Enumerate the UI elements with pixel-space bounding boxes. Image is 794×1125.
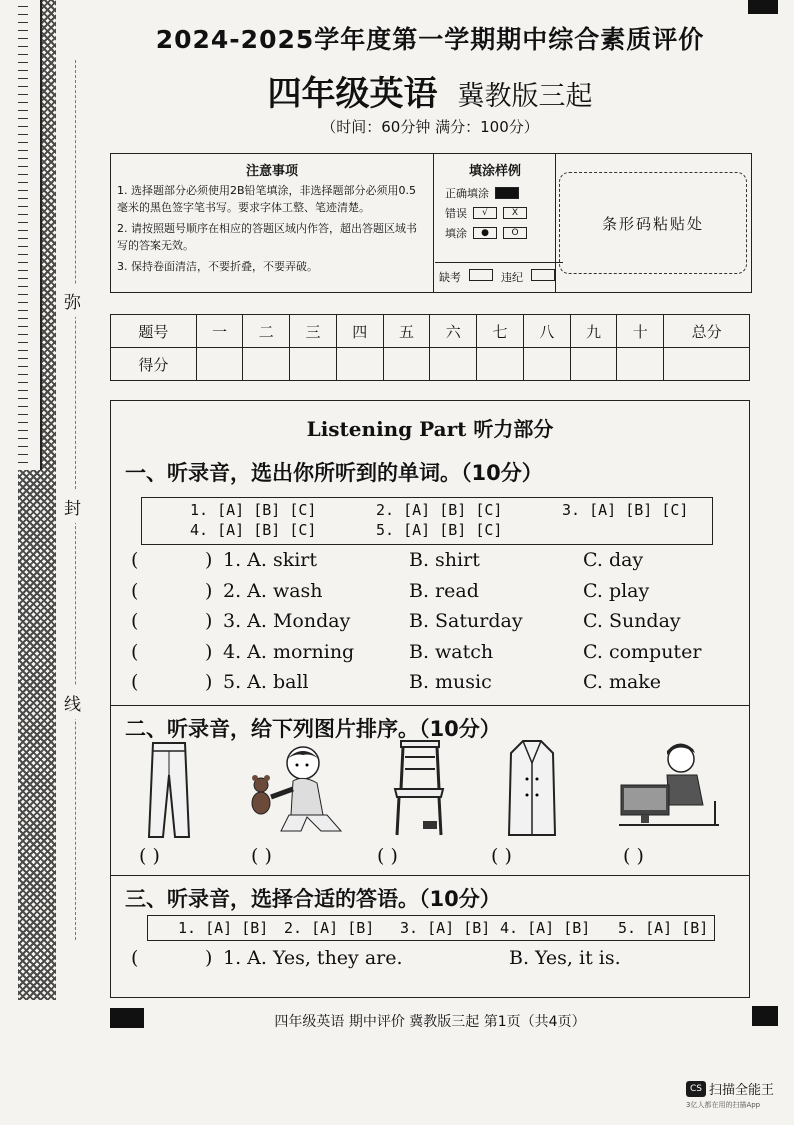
wrong-mark-check: √ xyxy=(473,207,497,219)
picture-blank-5[interactable]: ( ) xyxy=(623,845,644,867)
option-a: 5. A. ball xyxy=(223,671,309,693)
ruler-tick xyxy=(18,390,28,391)
q-paren-open[interactable]: ( xyxy=(131,640,139,663)
option-a: 3. A. Monday xyxy=(223,610,351,632)
q-paren-open[interactable]: ( xyxy=(131,549,139,571)
ruler-tick xyxy=(18,310,28,311)
notice-column xyxy=(111,154,434,292)
score-header-cell: 八 xyxy=(523,315,570,348)
section-1-question-2 xyxy=(131,580,731,608)
option-b: B. Saturday xyxy=(409,610,523,632)
score-cell[interactable] xyxy=(430,348,477,381)
subject-main: 四年级英语 xyxy=(267,74,438,114)
q-paren-close: ) xyxy=(205,579,213,602)
section-1-question-3 xyxy=(131,610,731,638)
ruler-tick xyxy=(18,414,28,415)
section-1-heading: 一、听录音，选出你所听到的单词。（10分） xyxy=(125,461,543,485)
barcode-area: 条形码粘贴处 xyxy=(559,172,747,274)
score-header-cell: 九 xyxy=(570,315,617,348)
ruler-tick xyxy=(18,374,28,375)
q-paren-open[interactable]: ( xyxy=(131,610,139,632)
option-c: C. day xyxy=(583,549,644,571)
ruler-tick xyxy=(18,182,28,183)
q-paren-close: ) xyxy=(205,549,213,571)
ruler-tick xyxy=(18,294,28,295)
picture-blank-4[interactable]: ( ) xyxy=(491,845,512,867)
exam-title: 2024-2025学年度第一学期期中综合素质评价 xyxy=(155,25,705,54)
option-a: 2. A. wash xyxy=(223,579,323,602)
ruler-tick xyxy=(18,238,28,239)
section-3-heading: 三、听录音，选择合适的答语。（10分） xyxy=(125,887,501,911)
page-footer: 四年级英语 期中评价 冀教版三起 第1页（共4页） xyxy=(274,1014,586,1030)
score-cell[interactable] xyxy=(383,348,430,381)
ruler-tick xyxy=(18,334,28,335)
wrong-fill-label-1: 错误 xyxy=(445,207,467,220)
ruler-tick xyxy=(18,142,28,143)
ruler-tick xyxy=(18,166,28,167)
seal-char-xian: 线 xyxy=(64,686,81,719)
absent-box[interactable] xyxy=(469,269,493,281)
notice-box xyxy=(110,153,752,293)
answer-option-3[interactable]: 3. [A] [B] [C] xyxy=(562,501,689,519)
ruler-tick xyxy=(18,150,28,151)
scanner-watermark xyxy=(686,1078,774,1110)
answer-pair-1[interactable]: 1. [A] [B] xyxy=(178,919,269,937)
fill-sample-title: 填涂样例 xyxy=(468,164,521,179)
ruler-tick xyxy=(18,358,28,359)
score-cell[interactable] xyxy=(570,348,617,381)
ruler-tick xyxy=(18,286,28,287)
chair-picture xyxy=(391,739,447,837)
ruler-tick xyxy=(18,342,28,343)
ruler-tick xyxy=(18,462,28,463)
section-1-answer-sheet xyxy=(141,497,713,545)
correct-fill-box xyxy=(495,187,519,199)
wrong-mark-dot: ● xyxy=(473,227,497,239)
wrong-fill-label-2: 填涂 xyxy=(445,227,467,240)
subject-title xyxy=(0,66,794,115)
man-at-computer-picture xyxy=(619,741,721,833)
score-table xyxy=(110,314,750,381)
notice-item-2: 2. 请按照题号顺序在相应的答题区域内作答，超出答题区域书写的答案无效。 xyxy=(117,222,417,252)
option-a: 4. A. morning xyxy=(223,640,355,663)
q-paren-close: ) xyxy=(205,947,213,969)
ruler-tick xyxy=(18,318,28,319)
ruler-tick xyxy=(18,446,28,447)
ruler-tick xyxy=(18,62,28,63)
option-c: C. Sunday xyxy=(583,610,681,632)
answer-pair-3[interactable]: 3. [A] [B] xyxy=(400,919,491,937)
q-paren-open[interactable]: ( xyxy=(131,947,139,969)
score-cell[interactable] xyxy=(664,348,750,381)
option-b: B. watch xyxy=(409,640,494,663)
ruler-tick xyxy=(18,430,28,431)
score-header-cell: 十 xyxy=(617,315,664,348)
subject-edition: 冀教版三起 xyxy=(457,81,593,112)
picture-blank-3[interactable]: ( ) xyxy=(377,845,398,867)
ruler-tick xyxy=(18,254,28,255)
time-score-info: （时间：60分钟 满分：100分） xyxy=(321,118,539,136)
section-divider-2 xyxy=(111,875,749,876)
score-header-cell: 总分 xyxy=(664,315,750,348)
absent-label: 缺考 xyxy=(439,271,461,284)
score-cell[interactable] xyxy=(477,348,524,381)
ruler-tick xyxy=(18,198,28,199)
ruler-tick xyxy=(18,262,28,263)
notice-title: 注意事项 xyxy=(245,164,298,179)
section-1-question-5 xyxy=(131,671,731,699)
section-divider-1 xyxy=(111,705,749,706)
score-cell[interactable] xyxy=(290,348,337,381)
ruler-tick xyxy=(18,398,28,399)
option-b: B. read xyxy=(409,579,479,602)
section-1-question-1 xyxy=(131,549,731,577)
score-row-label: 得分 xyxy=(111,348,197,381)
score-header-cell: 七 xyxy=(477,315,524,348)
section-2-heading: 二、听录音，给下列图片排序。（10分） xyxy=(125,717,501,741)
answer-option-5[interactable]: 5. [A] [B] [C] xyxy=(376,521,503,539)
ruler-tick xyxy=(18,190,28,191)
option-c: C. make xyxy=(583,671,662,693)
ruler-tick xyxy=(18,174,28,175)
section-1-question-4 xyxy=(131,641,731,669)
ruler-tick xyxy=(18,326,28,327)
ruler-tick xyxy=(18,438,28,439)
score-cell[interactable] xyxy=(196,348,243,381)
ruler-tick xyxy=(18,454,28,455)
ruler-tick xyxy=(18,422,28,423)
ruler-tick xyxy=(18,246,28,247)
ruler-tick xyxy=(18,222,28,223)
ruler-tick xyxy=(18,350,28,351)
score-header-cell: 三 xyxy=(290,315,337,348)
score-cell[interactable] xyxy=(336,348,383,381)
score-cell[interactable] xyxy=(523,348,570,381)
correct-fill-row xyxy=(445,185,545,201)
seal-char-feng: 封 xyxy=(64,490,81,523)
ruler-tick xyxy=(18,406,28,407)
ruler-tick xyxy=(18,270,28,271)
q-paren-close: ) xyxy=(205,640,213,663)
wrong-fill-row-1 xyxy=(445,205,545,221)
answer-pair-5[interactable]: 5. [A] [B] xyxy=(618,919,709,937)
score-header-cell: 题号 xyxy=(111,315,197,348)
q-paren-close: ) xyxy=(205,610,213,632)
answer-pair-2[interactable]: 2. [A] [B] xyxy=(284,919,375,937)
score-cell[interactable] xyxy=(243,348,290,381)
section-3-question-1 xyxy=(131,947,731,975)
listening-frame xyxy=(110,400,750,998)
section-3-answer-sheet xyxy=(147,915,715,941)
seal-char-mi: 弥 xyxy=(64,284,81,317)
boy-with-teddy-bear-picture xyxy=(241,745,351,835)
listening-title: Listening Part 听力部分 xyxy=(306,417,554,441)
option-c: C. play xyxy=(583,579,650,602)
answer-pair-4[interactable]: 4. [A] [B] xyxy=(500,919,591,937)
absent-violation-row xyxy=(435,262,563,291)
ruler-tick xyxy=(18,158,28,159)
option-b: B. Yes, it is. xyxy=(509,947,621,969)
q-paren-open[interactable]: ( xyxy=(131,671,139,693)
q-paren-open[interactable]: ( xyxy=(131,579,139,602)
score-cell[interactable] xyxy=(617,348,664,381)
wrong-fill-row-2 xyxy=(445,225,545,241)
ruler-tick xyxy=(18,382,28,383)
ruler-tick xyxy=(18,206,28,207)
ruler-tick xyxy=(18,14,28,15)
scanner-name: 扫描全能王 xyxy=(709,1083,775,1098)
wrong-mark-circle: O xyxy=(503,227,527,239)
ruler-tick xyxy=(18,302,28,303)
coat-picture xyxy=(507,739,557,839)
score-header-cell: 二 xyxy=(243,315,290,348)
score-table-header-row xyxy=(111,315,750,348)
score-header-cell: 六 xyxy=(430,315,477,348)
option-a: 1. A. skirt xyxy=(223,549,318,571)
fill-sample-column xyxy=(435,154,556,292)
violation-box[interactable] xyxy=(531,269,555,281)
scanner-tagline: 3亿人都在用的扫描App xyxy=(686,1101,761,1109)
option-b: B. shirt xyxy=(409,549,480,571)
answer-option-4[interactable]: 4. [A] [B] [C] xyxy=(190,521,317,539)
notice-item-3: 3. 保持卷面清洁，不要折叠，不要弄破。 xyxy=(117,260,318,273)
q-paren-close: ) xyxy=(205,671,213,693)
corner-marker-top-right xyxy=(748,0,778,14)
trousers-picture xyxy=(147,741,191,841)
ruler-tick xyxy=(18,230,28,231)
picture-blank-1[interactable]: ( ) xyxy=(139,845,160,867)
score-header-cell: 四 xyxy=(336,315,383,348)
score-table-score-row xyxy=(111,348,750,381)
score-header-cell: 一 xyxy=(196,315,243,348)
wrong-mark-cross: X xyxy=(503,207,527,219)
scanner-logo: CS xyxy=(686,1081,706,1097)
ruler-tick xyxy=(18,278,28,279)
option-b: B. music xyxy=(409,671,492,693)
ruler-tick xyxy=(18,214,28,215)
answer-option-1[interactable]: 1. [A] [B] [C] xyxy=(190,501,317,519)
option-c: C. computer xyxy=(583,640,702,663)
picture-blank-2[interactable]: ( ) xyxy=(251,845,272,867)
violation-label: 违纪 xyxy=(501,271,523,284)
correct-fill-label: 正确填涂 xyxy=(445,187,489,200)
ruler-tick xyxy=(18,6,28,7)
ruler-tick xyxy=(18,366,28,367)
notice-item-1: 1. 选择题部分必须使用2B铅笔填涂，非选择题部分必须用0.5毫米的黑色签字笔书写。要求字体工整、笔迹清楚。 xyxy=(117,184,417,214)
option-a: 1. A. Yes, they are. xyxy=(223,947,403,969)
answer-option-2[interactable]: 2. [A] [B] [C] xyxy=(376,501,503,519)
score-header-cell: 五 xyxy=(383,315,430,348)
